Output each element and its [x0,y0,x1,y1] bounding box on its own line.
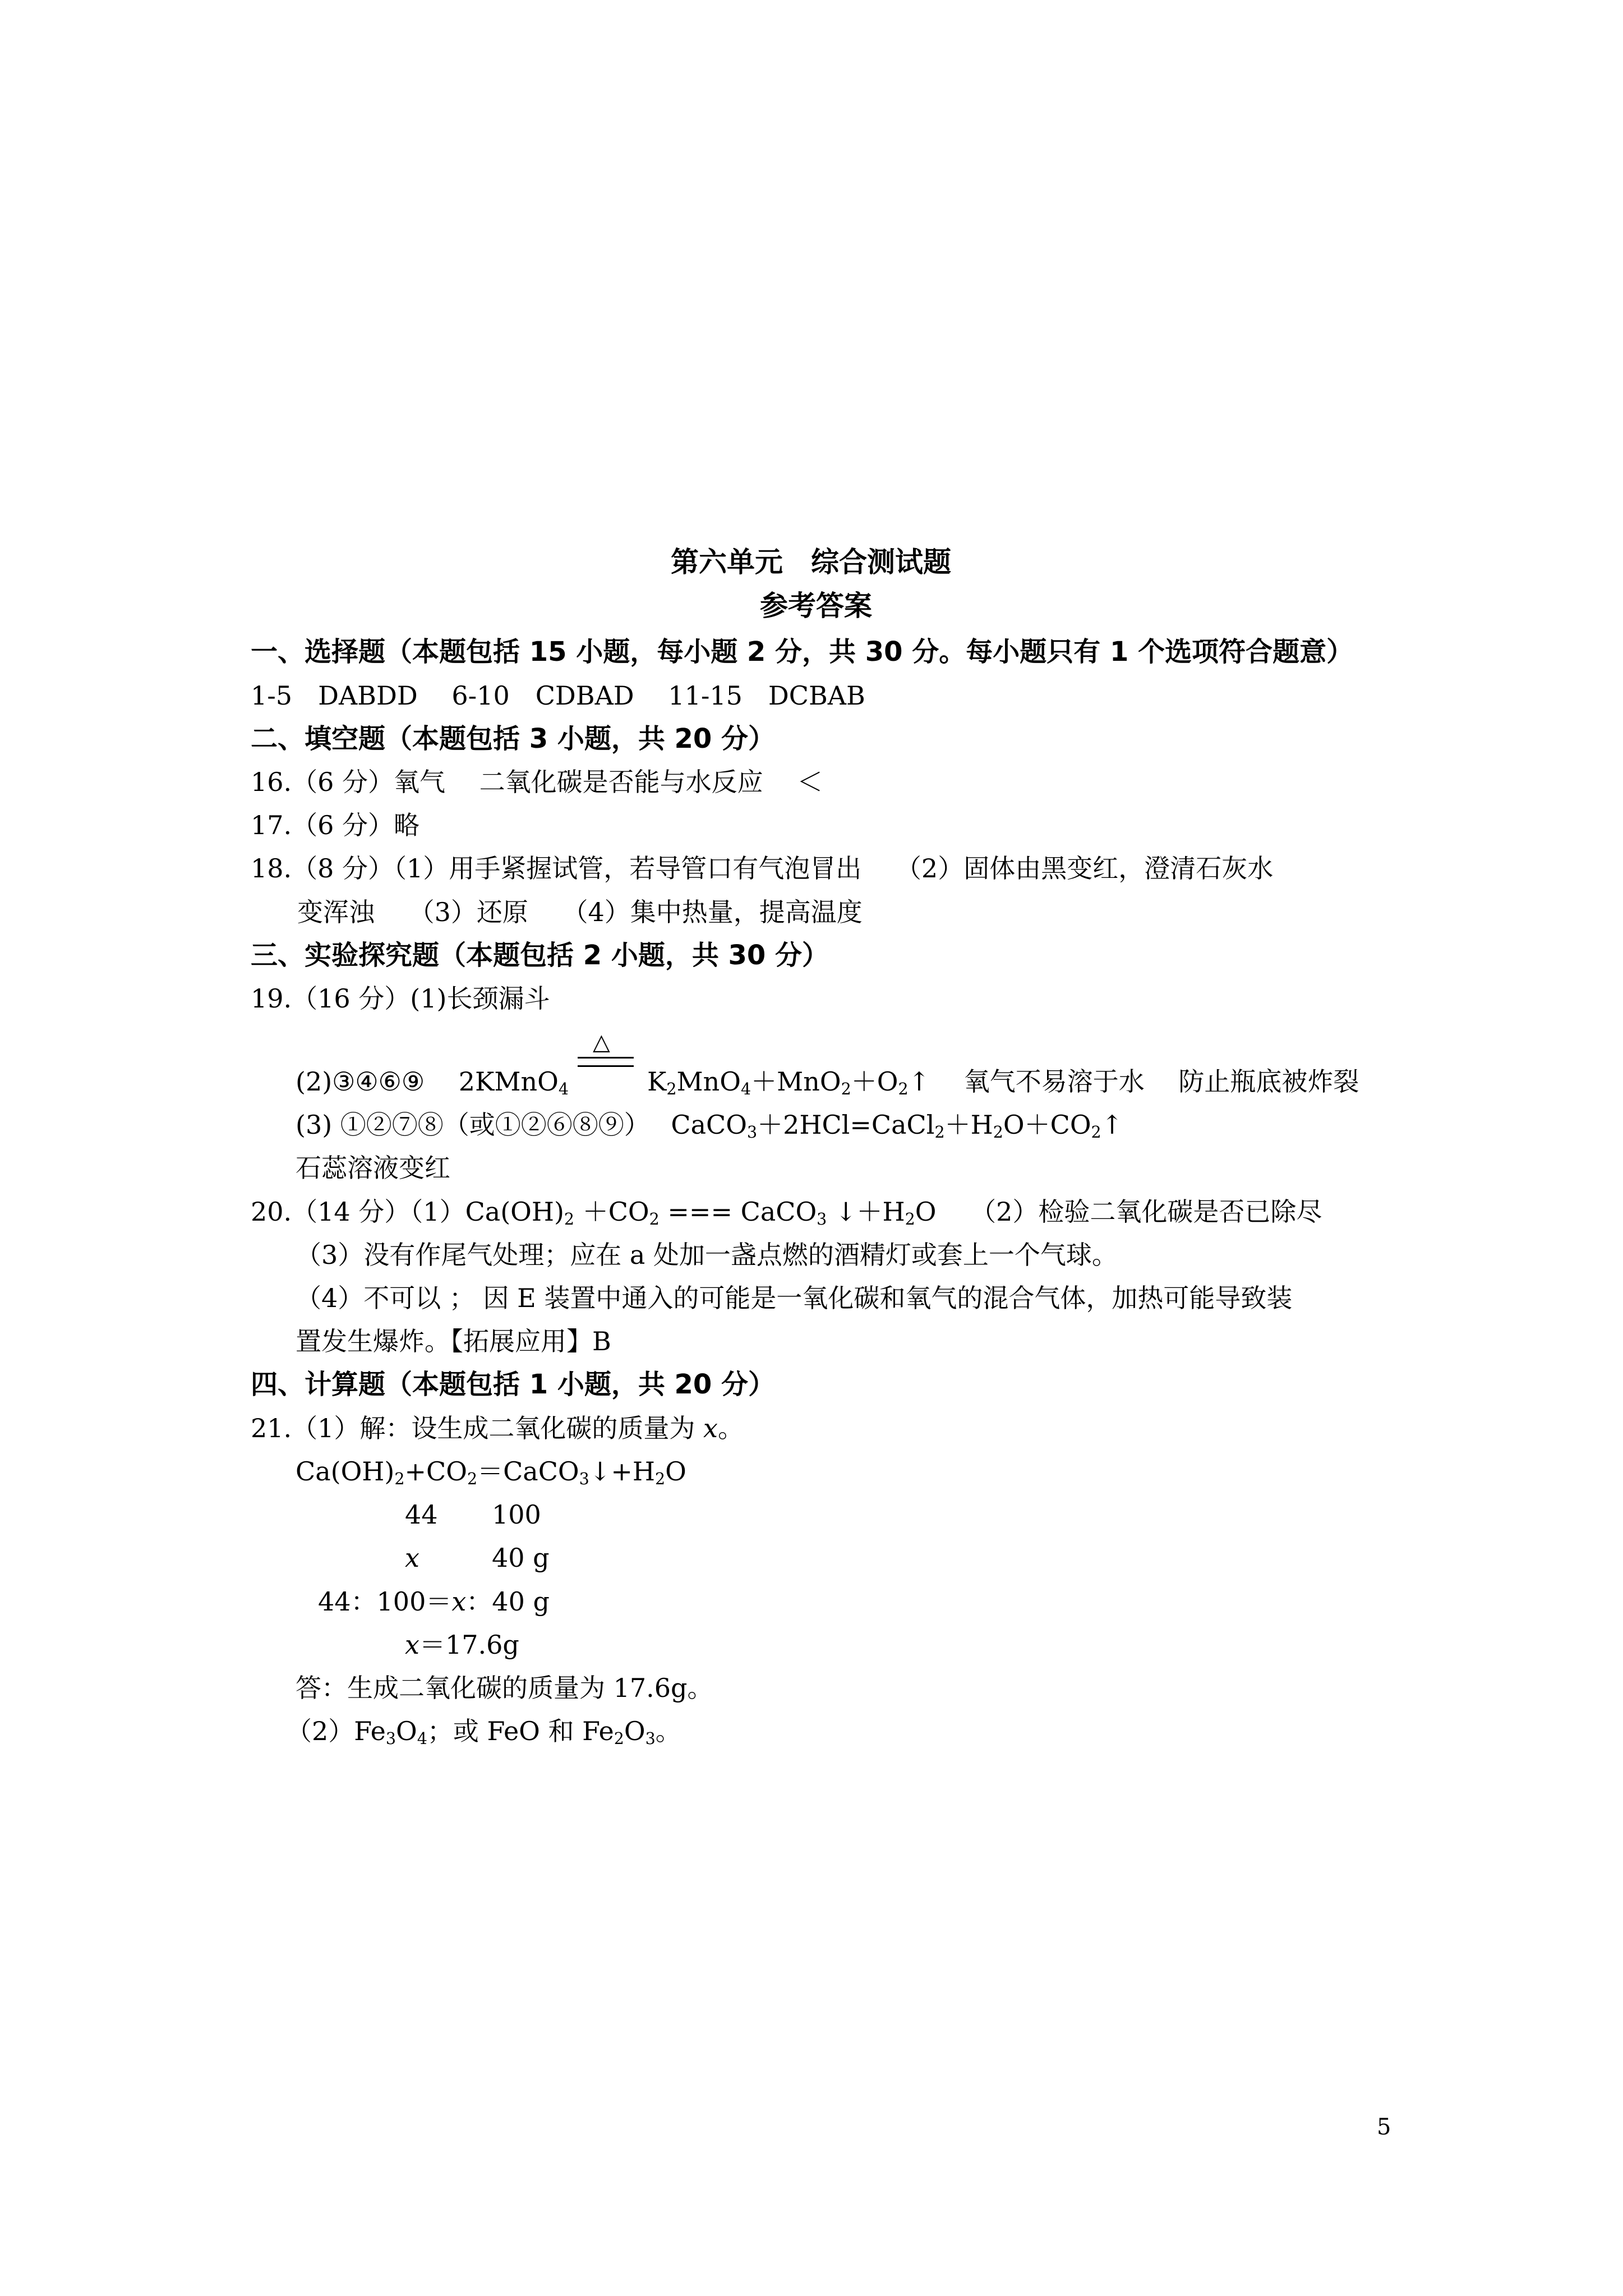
page-number: 5 [1377,2114,1391,2140]
formula-text: +CO [404,1456,467,1487]
heat-symbol: △ [593,1029,610,1055]
subscript: 2 [614,1729,624,1749]
formula-text: ；或 FeO 和 Fe [427,1716,614,1746]
formula-text: Ca(OH) [296,1456,395,1487]
mass-x: x [405,1543,419,1573]
subscript: 3 [579,1470,589,1489]
subscript: 2 [467,1470,478,1489]
subscript: 4 [740,1080,751,1099]
section-4-heading: 四、计算题（本题包括 1 小题，共 20 分） [251,1369,776,1400]
subscript: 3 [817,1210,827,1229]
subscript: 2 [898,1080,909,1099]
formula-text: ↑ 氧气不易溶于水 防止瓶底被炸裂 [908,1066,1359,1097]
mass-40g: 40 g [492,1543,550,1573]
formula-text: ＋2HCl=CaCl [757,1110,935,1140]
answer-21-setup [251,1411,744,1445]
formula-text: ＋H [944,1110,993,1140]
page-title: 第六单元 综合测试题 [671,546,951,578]
formula-text: ＋MnO [751,1066,841,1097]
formula-text: (2)③④⑥⑨ 2KMnO [296,1066,559,1097]
variable-x: x [405,1630,419,1660]
formula-text: 21.（1）解：设生成二氧化碳的质量为 [251,1413,704,1443]
formula-text: === CaCO [659,1197,817,1227]
subscript: 4 [417,1729,427,1749]
formula-text: ：40 g [466,1586,550,1617]
formula-text: O＋CO [1003,1110,1091,1140]
page-subtitle: 参考答案 [760,590,872,622]
ratio-line [318,1585,550,1618]
answer-18-line-2: 变浑浊 （3）还原 （4）集中热量，提高温度 [297,897,863,927]
subscript: 2 [934,1123,945,1142]
formula-text: O [624,1716,645,1746]
answer-16: 16.（6 分）氧气 二氧化碳是否能与水反应 ＜ [251,767,823,797]
multiple-choice-answers: 1-5 DABDD 6-10 CDBAD 11-15 DCBAB [251,680,865,711]
subscript: 4 [558,1080,569,1099]
section-2-heading: 二、填空题（本题包括 3 小题，共 20 分） [251,723,776,754]
formula-text: ＋O [851,1066,898,1097]
answer-statement: 答：生成二氧化碳的质量为 17.6g。 [296,1673,713,1703]
subscript: 2 [1091,1123,1101,1142]
answer-19-part-4: 石蕊溶液变红 [296,1153,450,1183]
answer-19-part-1: 19.（16 分）(1)长颈漏斗 [251,983,550,1014]
answer-17: 17.（6 分）略 [251,810,420,840]
subscript: 2 [905,1210,915,1229]
formula-text: ↑ [1101,1110,1123,1140]
mass-44: 44 [405,1499,438,1530]
formula-text: ↓＋H [827,1197,905,1227]
answer-20-part-4: 置发生爆炸。【拓展应用】B [296,1326,611,1356]
formula-text: O （2）检验二氧化碳是否已除尽 [915,1197,1322,1227]
subscript: 2 [993,1123,1003,1142]
variable-x: x [451,1586,467,1617]
answer-19-part-2 [296,1065,1359,1098]
subscript: 2 [841,1080,851,1099]
formula-text: O [396,1716,417,1746]
formula-text: O [665,1456,686,1487]
formula-text: ↓+H [589,1456,655,1487]
subscript: 2 [394,1470,405,1489]
answer-20-part-2: （3）没有作尾气处理；应在 a 处加一盏点燃的酒精灯或套上一个气球。 [296,1240,1118,1270]
formula-text: 。 [718,1413,744,1443]
answer-18-line-1: 18.（8 分）（1）用手紧握试管，若导管口有气泡冒出 （2）固体由黑变红，澄清石灰水 [251,853,1274,884]
result-line [405,1628,519,1662]
variable-x: x [703,1413,718,1443]
formula-text: ＋CO [574,1197,649,1227]
calc-equation [296,1455,686,1488]
formula-text: (3) ①②⑦⑧（或①②⑥⑧⑨） CaCO [296,1110,747,1140]
answer-19-part-3 [296,1108,1123,1142]
answer-21-part-2 [286,1714,681,1748]
subscript: 2 [666,1080,677,1099]
subscript: 2 [649,1210,660,1229]
formula-text: MnO [676,1066,741,1097]
section-3-heading: 三、实验探究题（本题包括 2 小题，共 30 分） [251,940,829,971]
formula-text: ＝CaCO [477,1456,579,1487]
answer-20-part-3: （4）不可以 ； 因 E 装置中通入的可能是一氧化碳和氧气的混合气体，加热可能导致装 [296,1283,1293,1313]
formula-text: ＝17.6g [419,1630,519,1660]
answer-20-part-1 [251,1195,1322,1228]
subscript: 3 [385,1729,396,1749]
subscript: 2 [564,1210,575,1229]
mass-100: 100 [492,1499,541,1530]
formula-text: （2）Fe [286,1716,386,1746]
formula-text: 20.（14 分）（1）Ca(OH) [251,1197,564,1227]
formula-text: K [647,1066,667,1097]
formula-text: 。 [655,1716,681,1746]
section-1-heading: 一、选择题（本题包括 15 小题，每小题 2 分，共 30 分。每小题只有 1 个选项符合题意） [251,636,1354,668]
subscript: 2 [655,1470,666,1489]
formula-text: 44：100＝ [318,1586,452,1617]
subscript: 3 [746,1123,758,1142]
subscript: 3 [645,1729,656,1749]
